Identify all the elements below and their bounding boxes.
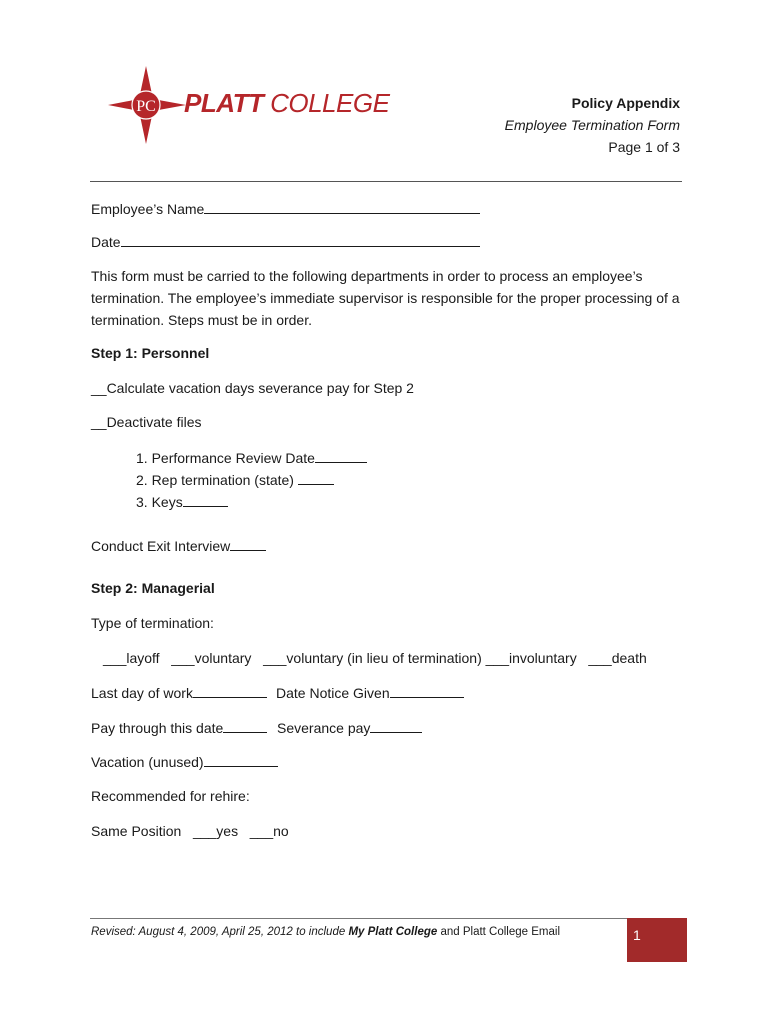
step1-item-deactivate[interactable]: __Deactivate files <box>91 414 202 430</box>
keys-blank[interactable] <box>183 493 228 507</box>
date-notice-field[interactable] <box>276 684 464 701</box>
step1-sub-keys[interactable] <box>136 493 228 510</box>
page-number-box <box>627 918 687 962</box>
severance-blank[interactable] <box>370 719 422 733</box>
pay-through-field[interactable] <box>91 719 267 736</box>
pay-through-blank[interactable] <box>223 719 267 733</box>
vacation-label: Vacation (unused) <box>91 754 204 770</box>
step1-sub-rep-label: 2. Rep termination (state) <box>136 472 294 488</box>
rep-blank[interactable] <box>298 471 334 485</box>
exit-interview-field[interactable] <box>91 537 266 554</box>
date-label: Date <box>91 234 121 250</box>
vacation-field[interactable] <box>91 753 278 770</box>
termination-type-options[interactable]: ___layoff ___voluntary ___voluntary (in lieu of termination) ___involuntary ___death <box>103 650 647 666</box>
employee-name-field[interactable] <box>91 199 480 217</box>
header-page: Page 1 of 3 <box>608 139 680 155</box>
logo-name-bold: PLATT <box>184 88 264 118</box>
last-day-blank[interactable] <box>193 684 267 698</box>
header-divider <box>90 181 682 182</box>
footer-divider <box>90 918 627 919</box>
footer-revised <box>91 926 560 938</box>
date-field[interactable] <box>91 232 480 250</box>
date-notice-blank[interactable] <box>390 684 464 698</box>
logo-name-light: COLLEGE <box>270 88 390 118</box>
last-day-label: Last day of work <box>91 685 193 701</box>
logo-monogram: PC <box>136 98 156 115</box>
exit-interview-label: Conduct Exit Interview <box>91 538 231 554</box>
last-day-field[interactable] <box>91 684 267 701</box>
step2-heading: Step 2: Managerial <box>91 580 215 596</box>
step1-sub-rep[interactable] <box>136 471 334 488</box>
severance-field[interactable] <box>277 719 422 736</box>
compass-star-icon <box>108 66 188 144</box>
step1-sub-performance-label: 1. Performance Review Date <box>136 450 315 466</box>
employee-name-line[interactable] <box>204 199 480 214</box>
logo-wordmark <box>184 88 389 119</box>
header-title: Policy Appendix <box>571 95 680 111</box>
footer-my-platt: My Platt College <box>348 926 438 938</box>
page-number: 1 <box>633 927 641 943</box>
step1-item-vacation[interactable]: __Calculate vacation days severance pay for Step 2 <box>91 380 414 396</box>
termination-type-label: Type of termination: <box>91 615 214 631</box>
pay-through-label: Pay through this date <box>91 720 224 736</box>
rehire-label: Recommended for rehire: <box>91 788 250 804</box>
footer-email-text: and Platt College Email <box>437 926 560 938</box>
header-subtitle: Employee Termination Form <box>504 117 680 133</box>
employee-name-label: Employee’s Name <box>91 201 205 217</box>
exit-interview-blank[interactable] <box>230 537 266 551</box>
date-line[interactable] <box>121 232 480 247</box>
same-position-options[interactable]: Same Position ___yes ___no <box>91 823 289 839</box>
platt-college-logo <box>108 66 398 144</box>
step1-sub-keys-label: 3. Keys <box>136 494 183 510</box>
step1-heading: Step 1: Personnel <box>91 345 210 361</box>
performance-blank[interactable] <box>315 449 367 463</box>
vacation-blank[interactable] <box>204 753 278 767</box>
footer-revised-text: Revised: August 4, 2009, April 25, 2012 to include <box>91 926 349 938</box>
severance-label: Severance pay <box>277 720 371 736</box>
step1-sub-performance[interactable] <box>136 449 367 466</box>
date-notice-label: Date Notice Given <box>276 685 390 701</box>
intro-paragraph: This form must be carried to the following departments in order to process an employee’s termination. The employee’s immediate supervisor is responsible for the proper processing of a termination. Steps must be in order. <box>91 268 680 328</box>
